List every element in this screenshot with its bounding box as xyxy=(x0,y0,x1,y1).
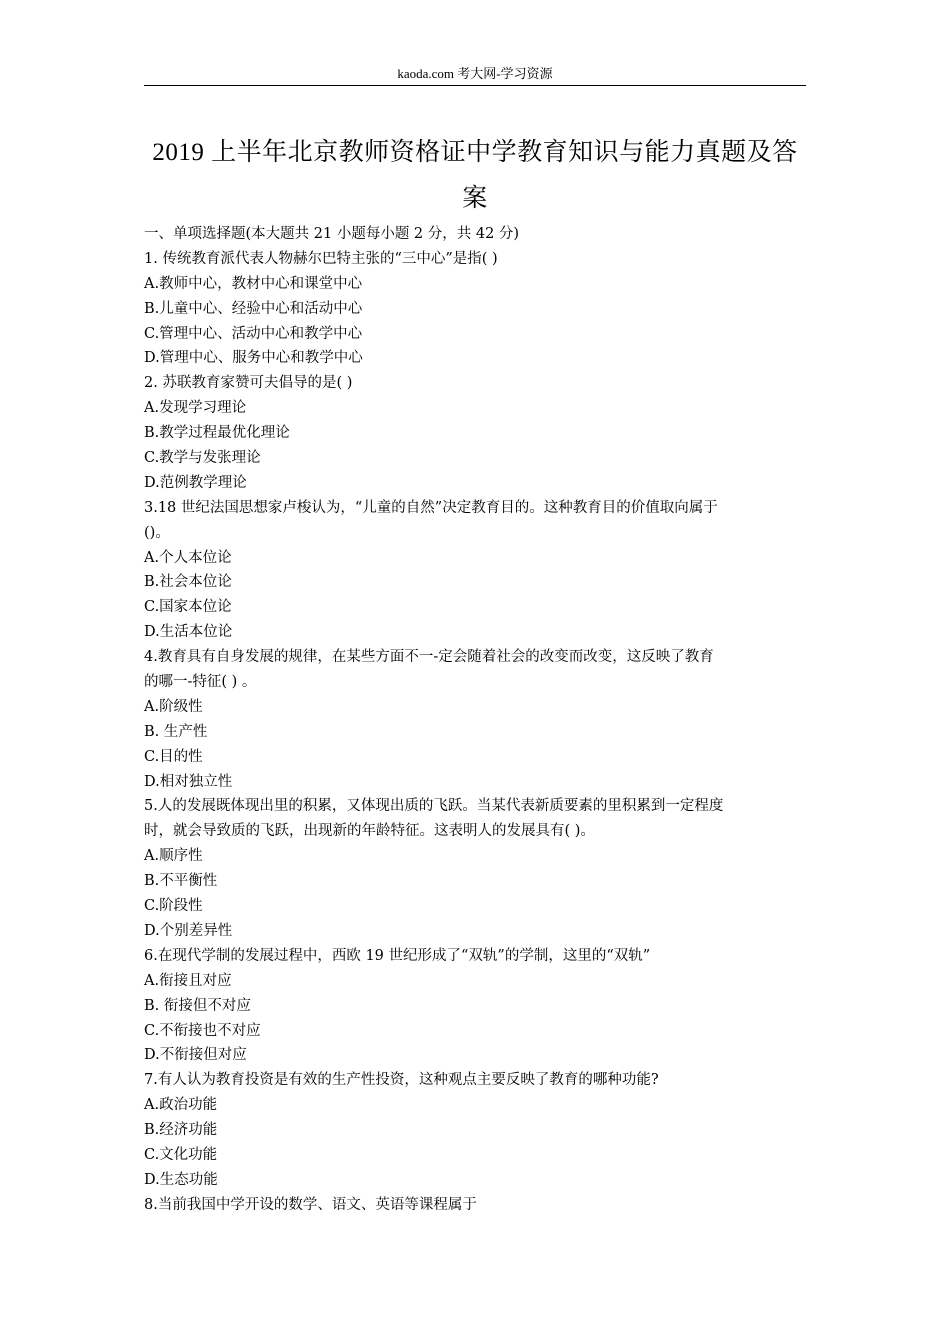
question-2-option-c: C.教学与发张理论 xyxy=(144,450,261,467)
document-title xyxy=(144,130,806,222)
question-4-option-d: D.相对独立性 xyxy=(144,773,233,790)
question-5-continued: 时，就会导致质的飞跃，出现新的年龄特征。这表明人的发展具有( )。 xyxy=(144,823,595,840)
question-6-option-b: B. 衔接但不对应 xyxy=(144,997,251,1014)
document-body xyxy=(144,222,808,1218)
question-3-option-a: A.个人本位论 xyxy=(144,549,232,566)
question-5-option-a: A.顺序性 xyxy=(144,848,203,865)
question-3-option-d: D.生活本位论 xyxy=(144,624,233,641)
question-7: 7.有人认为教育投资是有效的生产性投资，这种观点主要反映了教育的哪种功能? xyxy=(144,1072,659,1089)
question-2-option-a: A.发现学习理论 xyxy=(144,400,247,417)
question-6: 6.在现代学制的发展过程中，西欧 19 世纪形成了“双轨”的学制，这里的“双轨” xyxy=(144,947,651,964)
question-7-option-a: A.政治功能 xyxy=(144,1097,218,1114)
question-4-continued: 的哪一-特征( ) 。 xyxy=(144,674,257,691)
question-4: 4.教育具有自身发展的规律，在某些方面不一-定会随着社会的改变而改变，这反映了教育 xyxy=(144,649,714,666)
page-header: kaoda.com 考大网-学习资源 xyxy=(397,66,553,81)
question-4-option-c: C.目的性 xyxy=(144,748,203,765)
header-divider xyxy=(144,85,806,86)
question-3-option-b: B.社会本位论 xyxy=(144,574,232,591)
question-1: 1. 传统教育派代表人物赫尔巴特主张的“三中心”是指( ) xyxy=(144,250,498,267)
question-3-continued: ()。 xyxy=(144,524,170,541)
question-5-option-d: D.个别差异性 xyxy=(144,922,233,939)
question-1-option-b: B.儿童中心、经验中心和活动中心 xyxy=(144,300,363,317)
question-3: 3.18 世纪法国思想家卢梭认为，“儿童的自然”决定教育目的。这种教育目的价值取向属于 xyxy=(144,499,718,516)
question-3-option-c: C.国家本位论 xyxy=(144,599,232,616)
question-8: 8.当前我国中学开设的数学、语文、英语等课程属于 xyxy=(144,1196,477,1213)
title-line-2: 案 xyxy=(462,185,488,212)
question-7-option-b: B.经济功能 xyxy=(144,1122,218,1139)
question-4-option-b: B. 生产性 xyxy=(144,723,208,740)
question-7-option-d: D.生态功能 xyxy=(144,1171,218,1188)
question-7-option-c: C.文化功能 xyxy=(144,1146,218,1163)
question-5: 5.人的发展既体现出里的积累，又体现出质的飞跃。当某代表新质要素的里积累到一定程度 xyxy=(144,798,724,815)
question-2: 2. 苏联教育家赞可夫倡导的是( ) xyxy=(144,375,353,392)
question-1-option-d: D.管理中心、服务中心和教学中心 xyxy=(144,350,363,367)
question-6-option-c: C.不衔接也不对应 xyxy=(144,1022,261,1039)
question-4-option-a: A.阶级性 xyxy=(144,698,203,715)
title-line-1: 2019 上半年北京教师资格证中学教育知识与能力真题及答 xyxy=(152,139,798,166)
question-6-option-a: A.衔接且对应 xyxy=(144,972,232,989)
question-6-option-d: D.不衔接但对应 xyxy=(144,1047,247,1064)
question-1-option-c: C.管理中心、活动中心和教学中心 xyxy=(144,325,363,342)
question-2-option-d: D.范例教学理论 xyxy=(144,474,247,491)
section-heading: 一、单项选择题(本大题共 21 小题每小题 2 分，共 42 分) xyxy=(144,226,520,242)
question-2-option-b: B.教学过程最优化理论 xyxy=(144,425,290,442)
question-1-option-a: A.教师中心，教材中心和课堂中心 xyxy=(144,275,363,292)
question-5-option-c: C.阶段性 xyxy=(144,898,203,915)
question-5-option-b: B.不平衡性 xyxy=(144,873,218,890)
